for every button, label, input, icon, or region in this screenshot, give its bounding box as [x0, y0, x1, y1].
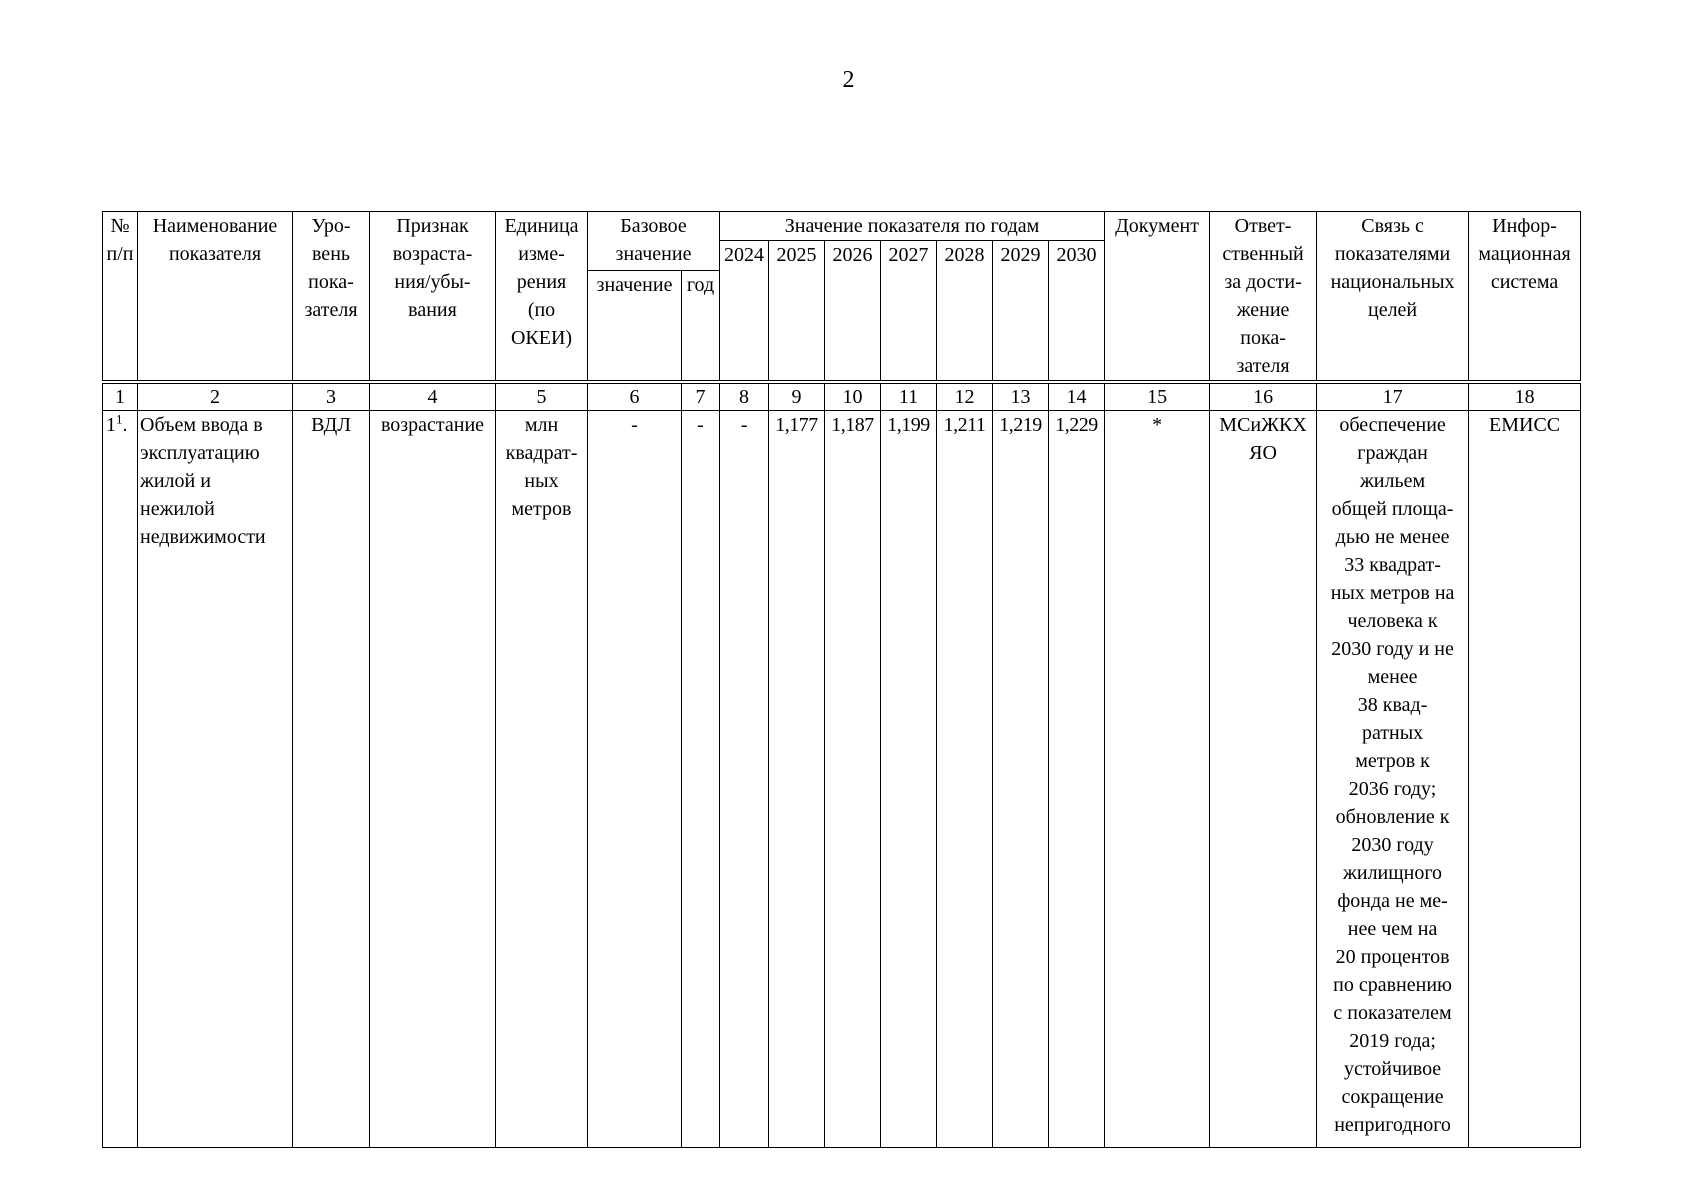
column-numbers-row	[103, 382, 1581, 411]
indicator-unit: млн квадрат- ных метров	[496, 411, 588, 1148]
indicator-info-system: ЕМИСС	[1469, 411, 1581, 1148]
header-row-1	[103, 212, 1581, 241]
header-year-2028: 2028	[937, 241, 993, 383]
indicator-level: ВДЛ	[293, 411, 370, 1148]
column-number: 4	[370, 382, 496, 411]
column-number: 13	[993, 382, 1049, 411]
indicator-name: Объем ввода в эксплуатацию жилой и нежилой недвижимости	[138, 411, 293, 1148]
header-info-system: Инфор- мационная система	[1469, 212, 1581, 383]
column-number: 9	[769, 382, 825, 411]
column-number: 14	[1049, 382, 1105, 411]
column-number: 16	[1210, 382, 1317, 411]
page-number: 2	[842, 67, 855, 93]
indicator-base-value: -	[588, 411, 682, 1148]
value-2025: 1,177	[769, 411, 825, 1148]
indicator-national-goals-link: обеспечение граждан жильем общей площа- дью не менее 33 квадрат- ных метров на человека к 2030 году и не менее 38 квад- ратных метров к 2036 году; обновление к 2030 году жилищного фонда не ме- нее чем на 20 процентов по сравнению с показателем 2019 года; устойчивое сокращение непригодного	[1317, 411, 1469, 1148]
value-2029: 1,219	[993, 411, 1049, 1148]
value-2024: -	[720, 411, 769, 1148]
header-year-2026: 2026	[825, 241, 881, 383]
header-year-2030: 2030	[1049, 241, 1105, 383]
header-name: Наименование показателя	[138, 212, 293, 383]
header-base-year: год	[682, 270, 720, 382]
indicator-document: *	[1105, 411, 1210, 1148]
column-number: 12	[937, 382, 993, 411]
row-number-value: 1	[106, 414, 116, 436]
header-unit: Единица изме- рения (по ОКЕИ)	[496, 212, 588, 383]
column-number: 8	[720, 382, 769, 411]
header-base-value: значение	[588, 270, 682, 382]
header-by-years: Значение показателя по годам	[720, 212, 1105, 241]
row-number	[103, 411, 138, 1148]
header-trend: Признак возраста- ния/убы- вания	[370, 212, 496, 383]
column-number: 10	[825, 382, 881, 411]
column-number: 15	[1105, 382, 1210, 411]
column-number: 5	[496, 382, 588, 411]
indicator-responsible: МСиЖКХ ЯО	[1210, 411, 1317, 1148]
table-row	[103, 411, 1581, 1148]
column-number: 11	[881, 382, 937, 411]
indicator-base-year: -	[682, 411, 720, 1148]
header-responsible: Ответ- ственный за дости- жение пока- зателя	[1210, 212, 1317, 383]
value-2030: 1,229	[1049, 411, 1105, 1148]
header-year-2027: 2027	[881, 241, 937, 383]
column-number: 7	[682, 382, 720, 411]
header-document: Документ	[1105, 212, 1210, 383]
column-number: 1	[103, 382, 138, 411]
header-no: № п/п	[103, 212, 138, 383]
header-level: Уро- вень пока- зателя	[293, 212, 370, 383]
header-base: Базовое значение	[588, 212, 720, 271]
indicator-trend: возрастание	[370, 411, 496, 1148]
column-number: 2	[138, 382, 293, 411]
indicators-table	[102, 211, 1581, 1148]
header-year-2025: 2025	[769, 241, 825, 383]
column-number: 3	[293, 382, 370, 411]
header-year-2029: 2029	[993, 241, 1049, 383]
column-number: 17	[1317, 382, 1469, 411]
row-number-suffix: .	[122, 414, 128, 436]
header-year-2024: 2024	[720, 241, 769, 383]
value-2027: 1,199	[881, 411, 937, 1148]
column-number: 18	[1469, 382, 1581, 411]
header-link: Связь с показателями национальных целей	[1317, 212, 1469, 383]
value-2028: 1,211	[937, 411, 993, 1148]
footnote-marker: 1	[116, 411, 123, 427]
value-2026: 1,187	[825, 411, 881, 1148]
column-number: 6	[588, 382, 682, 411]
